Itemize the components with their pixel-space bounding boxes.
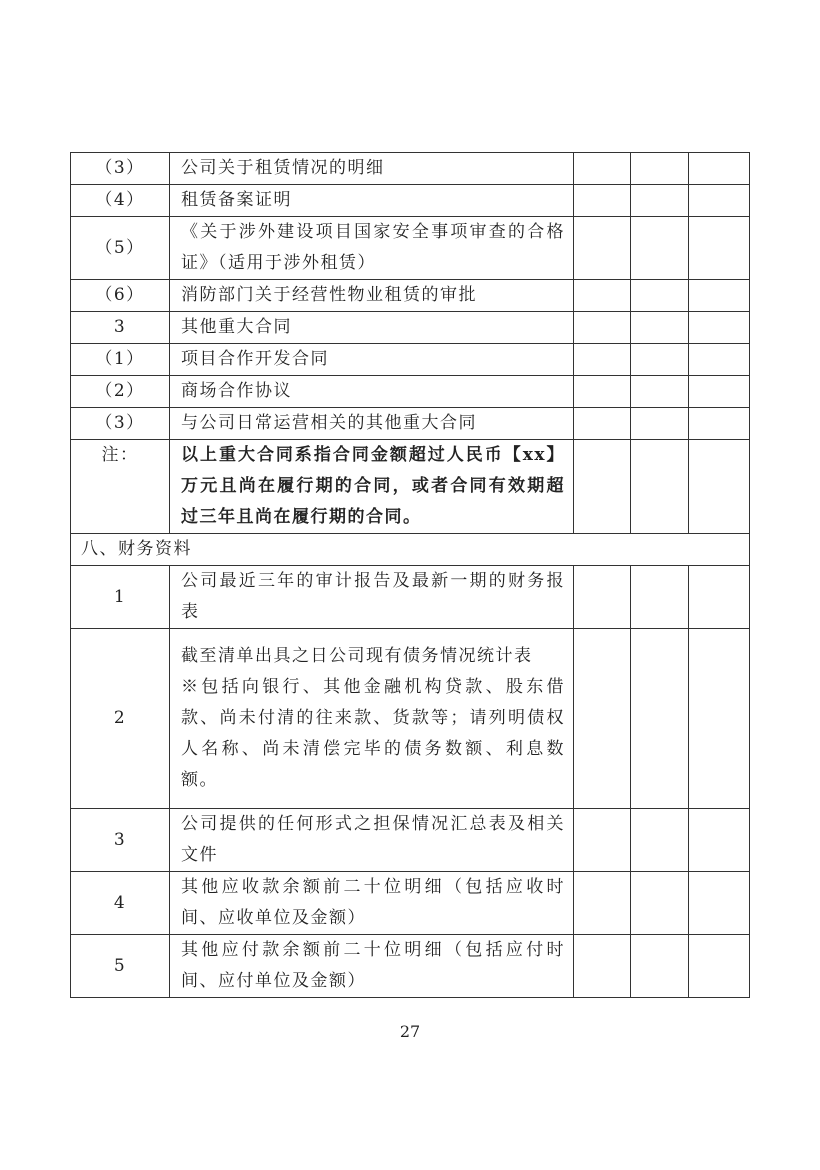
row-number: 4 [71, 872, 170, 935]
check-cell [574, 312, 631, 344]
table-row [71, 809, 750, 872]
row-text: 公司最近三年的审计报告及最新一期的财务报表 [170, 566, 574, 629]
row-number: （4） [71, 185, 170, 217]
row-text: 商场合作协议 [170, 376, 574, 408]
row-text: 项目合作开发合同 [170, 344, 574, 376]
table-row [71, 185, 750, 217]
row-number: 1 [71, 566, 170, 629]
section-title: 八、财务资料 [71, 534, 750, 566]
check-cell [631, 440, 689, 534]
check-cell [689, 566, 750, 629]
check-cell [574, 440, 631, 534]
check-cell [631, 376, 689, 408]
check-cell [631, 629, 689, 809]
check-cell [689, 935, 750, 998]
check-cell [574, 376, 631, 408]
row-text: 公司提供的任何形式之担保情况汇总表及相关文件 [170, 809, 574, 872]
check-cell [689, 185, 750, 217]
row-number: 3 [71, 809, 170, 872]
check-cell [574, 566, 631, 629]
note-row [71, 440, 750, 534]
table-row [71, 312, 750, 344]
note-text: 以上重大合同系指合同金额超过人民币【xx】万元且尚在履行期的合同，或者合同有效期超过三年且尚在履行期的合同。 [170, 440, 574, 534]
check-cell [631, 217, 689, 280]
row-number: 3 [71, 312, 170, 344]
check-cell [574, 185, 631, 217]
check-cell [631, 566, 689, 629]
check-cell [631, 153, 689, 185]
check-cell [689, 153, 750, 185]
row-text-note: ※包括向银行、其他金融机构贷款、股东借款、尚未付清的往来款、货款等；请列明债权人名称、尚未清偿完毕的债务数额、利息数额。 [181, 677, 565, 790]
check-cell [574, 344, 631, 376]
check-cell [631, 809, 689, 872]
row-number: （5） [71, 217, 170, 280]
check-cell [689, 809, 750, 872]
table-row [71, 872, 750, 935]
check-cell [689, 408, 750, 440]
table-row [71, 217, 750, 280]
row-number: （3） [71, 153, 170, 185]
row-number: （2） [71, 376, 170, 408]
table-row [71, 935, 750, 998]
row-text: 其他应收款余额前二十位明细（包括应收时间、应收单位及金额） [170, 872, 574, 935]
check-cell [574, 935, 631, 998]
table-row [71, 280, 750, 312]
check-cell [689, 217, 750, 280]
row-text: 其他应付款余额前二十位明细（包括应付时间、应付单位及金额） [170, 935, 574, 998]
check-cell [689, 440, 750, 534]
row-text: 公司关于租赁情况的明细 [170, 153, 574, 185]
row-text: 租赁备案证明 [170, 185, 574, 217]
check-cell [574, 809, 631, 872]
check-cell [689, 872, 750, 935]
check-cell [574, 153, 631, 185]
check-cell [631, 935, 689, 998]
row-text: 消防部门关于经营性物业租赁的审批 [170, 280, 574, 312]
page-number: 27 [399, 1022, 421, 1041]
row-text: 其他重大合同 [170, 312, 574, 344]
table-row [71, 566, 750, 629]
table-row [71, 376, 750, 408]
check-cell [631, 280, 689, 312]
row-text [170, 629, 574, 809]
table-row [71, 153, 750, 185]
check-cell [631, 344, 689, 376]
check-cell [689, 376, 750, 408]
check-cell [574, 629, 631, 809]
check-cell [574, 217, 631, 280]
check-cell [689, 629, 750, 809]
check-cell [631, 185, 689, 217]
check-cell [631, 408, 689, 440]
check-cell [689, 312, 750, 344]
note-label: 注： [71, 440, 170, 534]
check-cell [574, 280, 631, 312]
row-number: 2 [71, 629, 170, 809]
row-number: （6） [71, 280, 170, 312]
row-text-main: 截至清单出具之日公司现有债务情况统计表 [181, 646, 533, 666]
table-row [71, 629, 750, 809]
table-row [71, 408, 750, 440]
checklist-table [70, 152, 750, 998]
check-cell [689, 280, 750, 312]
row-text: 与公司日常运营相关的其他重大合同 [170, 408, 574, 440]
section-row [71, 534, 750, 566]
table-row [71, 344, 750, 376]
check-cell [574, 408, 631, 440]
row-number: （3） [71, 408, 170, 440]
check-cell [631, 872, 689, 935]
row-number: 5 [71, 935, 170, 998]
row-text: 《关于涉外建设项目国家安全事项审查的合格证》（适用于涉外租赁） [170, 217, 574, 280]
check-cell [689, 344, 750, 376]
row-number: （1） [71, 344, 170, 376]
check-cell [631, 312, 689, 344]
check-cell [574, 872, 631, 935]
